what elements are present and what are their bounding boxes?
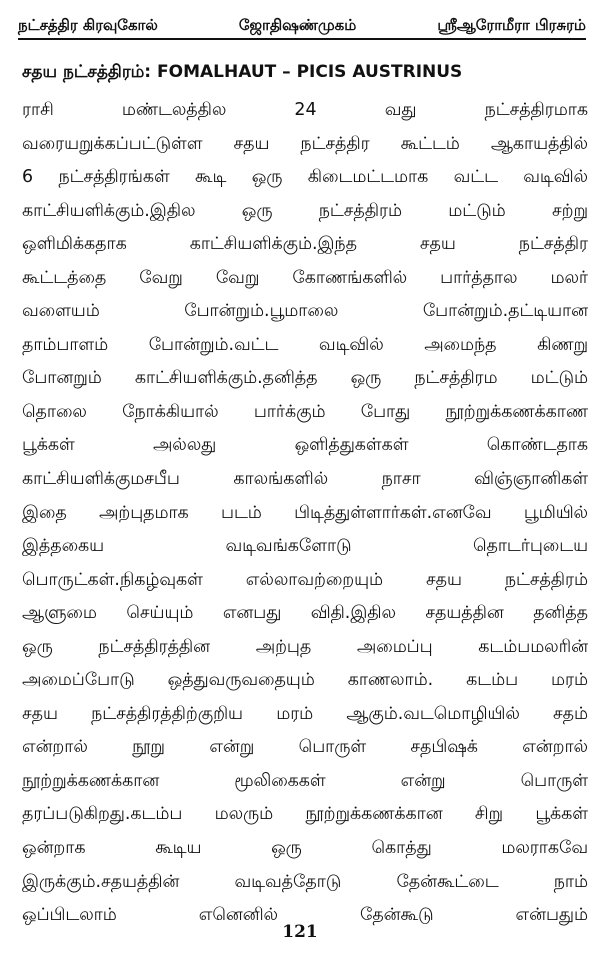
text-line: ஒன்றாக கூடிய ஒரு கொத்து மலராகவே [22,838,588,859]
text-line: இருக்கும்.சதயத்தின் வடிவத்தோடு தேன்கூட்டை நாம் [22,871,588,892]
text-line: ஆளுமை செய்யும் எனபது விதி.இதில சதயத்தின தனித்த [22,603,588,624]
header-author: ஜோதிஷண்முகம் [238,16,357,34]
header-publisher: ஸ்ரீஆரோமீரா பிரசுரம் [437,16,586,34]
text-line: அமைப்போடு ஒத்துவருவதையும் காணலாம். கடம்ப மரம் [22,670,588,691]
text-line: சதய நட்சத்திரத்திற்குறிய மரம் ஆகும்.வடமொழியில் சதம் [22,703,588,724]
running-header [18,6,586,36]
text-line: இத்தகைய வடிவங்களோடு தொடர்புடைய [22,536,588,557]
text-line: நூற்றுக்கணக்கான மூலிகைகள் என்று பொருள் [22,770,588,791]
text-line: தரப்படுகிறது.கடம்ப மலரும் நூற்றுக்கணக்கான சிறு பூக்கள் [22,804,588,825]
text-line: பூக்கள் அல்லது ஒளித்துகள்கள் கொண்டதாக [22,435,588,456]
header-rule [18,38,586,40]
text-line: காட்சியளிக்கும்.இதில ஒரு நட்சத்திரம் மட்டும் சற்று [22,200,588,221]
text-line: இதை அற்புதமாக படம் பிடித்துள்ளார்கள்.எனவே பூமியில் [22,502,588,523]
text-line: என்றால் நூறு என்று பொருள் சதபிஷக் என்றால் [22,737,588,758]
text-line: ஒப்பிடலாம் எனெனில் தேன்கூடு என்பதும் [22,905,588,926]
section-title: சதய நட்சத்திரம்: FOMALHAUT – PICIS AUSTRINUS [22,62,463,82]
page-number: 121 [282,922,318,942]
header-book-title: நட்சத்திர கிரவுகோல் [18,16,158,34]
body-text [22,94,588,933]
text-line: பொருட்கள்.நிகழ்வுகள் எல்லாவற்றையும் சதய நட்சத்திரம் [22,569,588,590]
text-line: வரையறுக்கப்பட்டுள்ள சதய நட்சத்திர கூட்டம் ஆகாயத்தில் [22,133,588,154]
text-line: வளையம் போன்றும்.பூமாலை போன்றும்.தட்டியான [22,301,588,322]
text-line: ஒரு நட்சத்திரத்தின அற்புத அமைப்பு கடம்பமலரின் [22,636,588,657]
text-line: தாம்பாளம் போன்றும்.வட்ட வடிவில் அமைந்த கிணறு [22,334,588,355]
text-line: கூட்டத்தை வேறு வேறு கோணங்களில் பார்த்தால மலர் [22,267,588,288]
text-line: ஒளிமிக்கதாக காட்சியளிக்கும்.இந்த சதய நட்சத்திர [22,234,588,255]
text-line: 6 நட்சத்திரங்கள் கூடி ஒரு கிடைமட்டமாக வட்ட வடிவில் [22,167,588,188]
text-line: காட்சியளிக்குமசபீப காலங்களில் நாசா விஞ்ஞானிகள் [22,469,588,490]
text-line: போனறும் காட்சியளிக்கும்.தனித்த ஒரு நட்சத்திரம மட்டும் [22,368,588,389]
text-line: தொலை நோக்கியால் பார்க்கும் போது நூற்றுக்கணக்காண [22,401,588,422]
text-line: ராசி மண்டலத்தில 24 வது நட்சத்திரமாக [22,100,588,120]
